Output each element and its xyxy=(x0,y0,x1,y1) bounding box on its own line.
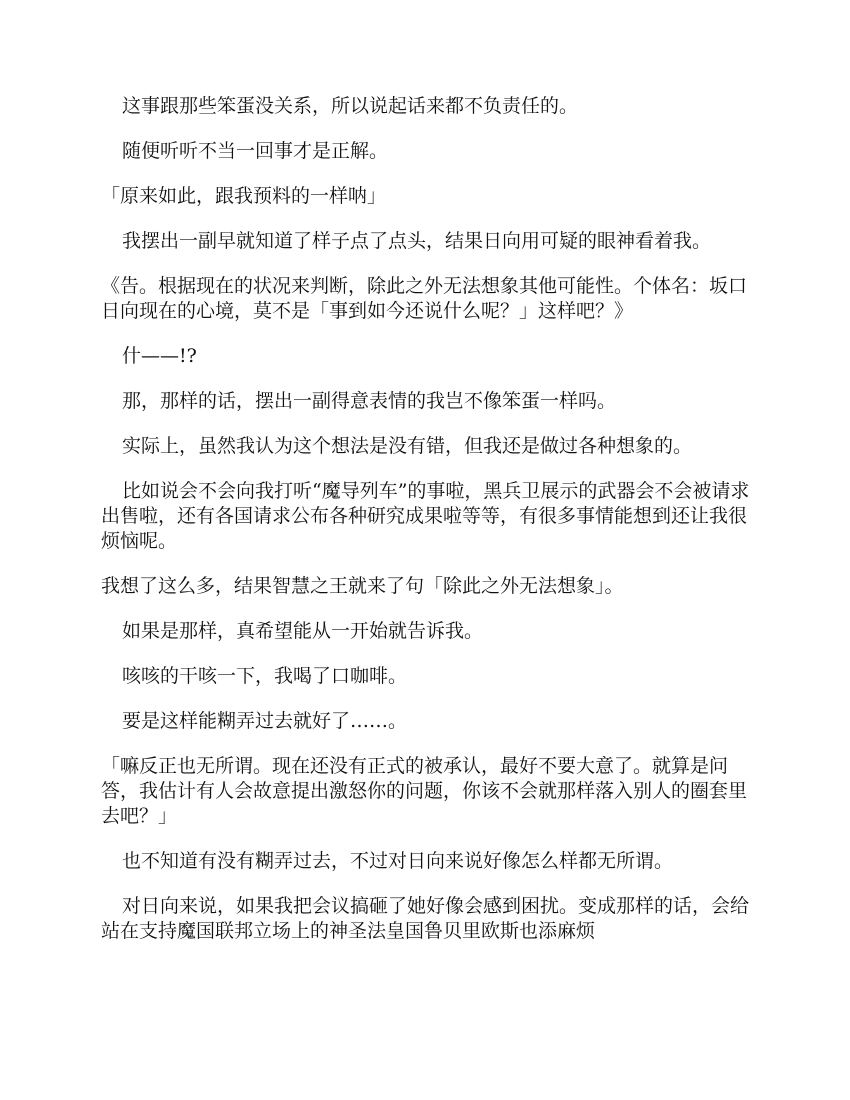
paragraph: 如果是那样，真希望能从一开始就告诉我。 xyxy=(122,620,484,642)
paragraph: 我摆出一副早就知道了样子点了点头，结果日向用可疑的眼神看着我。 xyxy=(122,230,712,252)
paragraph: 也不知道有没有糊弄过去，不过对日向来说好像怎么样都无所谓。 xyxy=(122,850,674,872)
paragraph: 这事跟那些笨蛋没关系，所以说起话来都不负责任的。 xyxy=(122,95,579,117)
paragraph: 那，那样的话，摆出一副得意表情的我岂不像笨蛋一样吗。 xyxy=(122,390,617,412)
paragraph: 实际上，虽然我认为这个想法是没有错，但我还是做过各种想象的。 xyxy=(122,435,693,457)
document-body xyxy=(101,94,761,964)
system-message-paragraph: 《告。根据现在的状况来判断，除此之外无法想象其他可能性。个体名：坂口日向现在的心境，莫不是「事到如今还说什么呢？」这样吧？》 xyxy=(101,275,748,322)
dialogue-paragraph: 「嘛反正也无所谓。现在还没有正式的被承认，最好不要大意了。就算是问答，我估计有人会故意提出激怒你的问题，你该不会就那样落入别人的圈套里去吧？」 xyxy=(101,755,748,827)
paragraph: 要是这样能糊弄过去就好了……。 xyxy=(122,710,408,732)
dialogue-paragraph: 「原来如此，跟我预料的一样呐」 xyxy=(101,185,387,207)
paragraph: 我想了这么多，结果智慧之王就来了句「除此之外无法想象」。 xyxy=(101,575,624,597)
paragraph: 比如说会不会向我打听“魔导列车”的事啦，黑兵卫展示的武器会不会被请求出售啦，还有各国请求公布各种研究成果啦等等，有很多事情能想到还让我很烦恼呢。 xyxy=(101,480,750,552)
paragraph: 什——!? xyxy=(122,345,197,367)
paragraph: 对日向来说，如果我把会议搞砸了她好像会感到困扰。变成那样的话，会给站在支持魔国联邦立场上的神圣法皇国鲁贝里欧斯也添麻烦 xyxy=(101,895,750,942)
paragraph: 随便听听不当一回事才是正解。 xyxy=(122,140,389,162)
paragraph: 咳咳的干咳一下，我喝了口咖啡。 xyxy=(122,665,408,687)
